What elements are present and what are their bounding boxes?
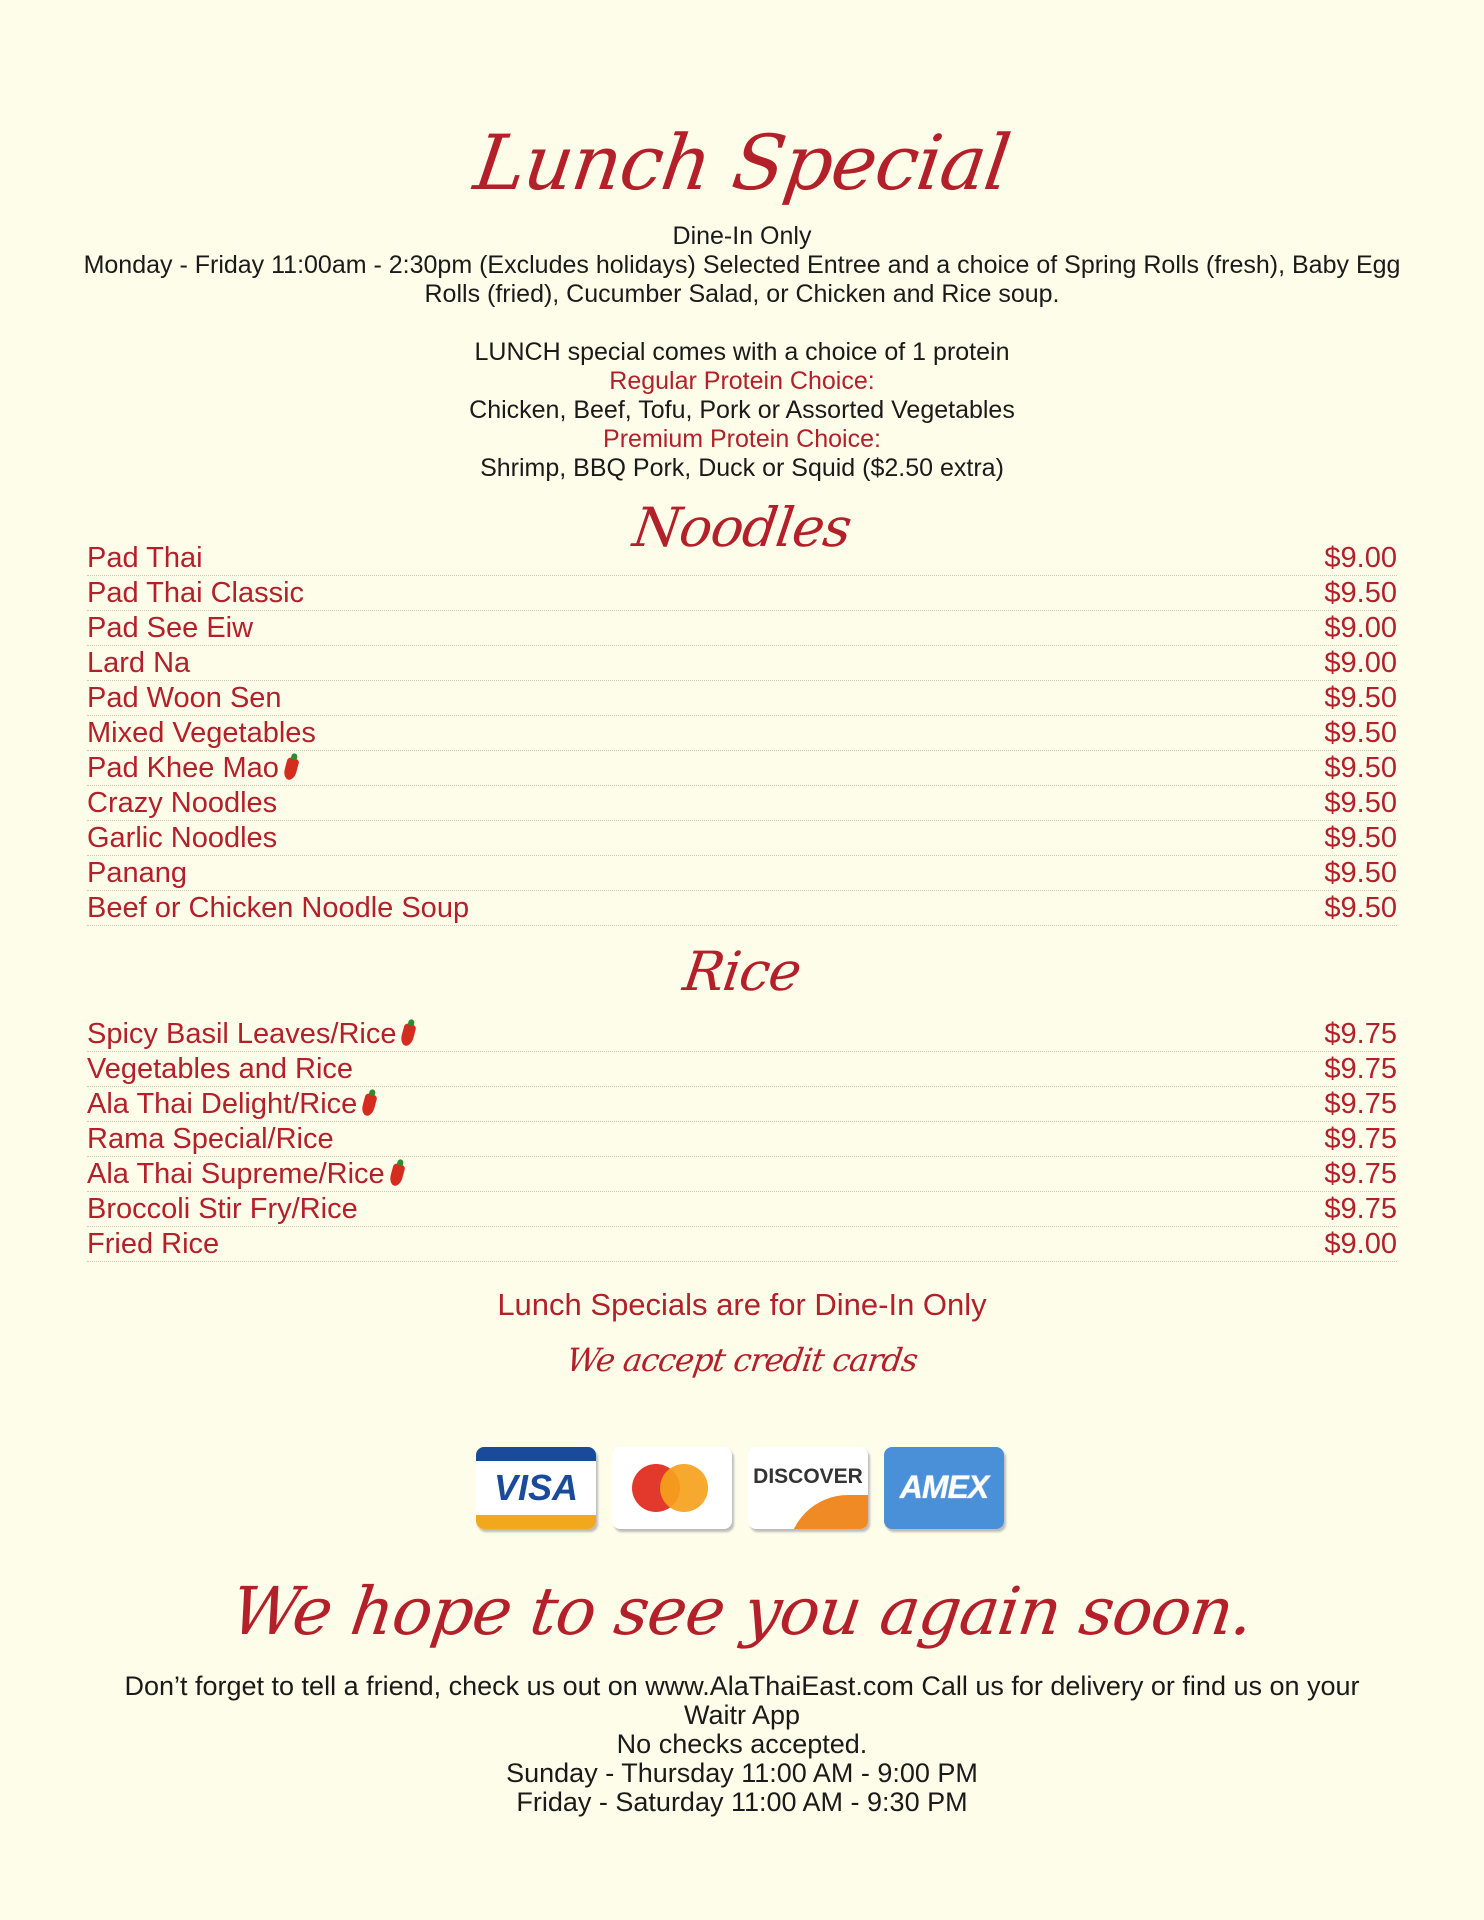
menu-item-name-text: Panang [87,857,187,889]
menu-item-name [87,716,320,750]
menu-item-row [87,856,1397,891]
amex-label: AMEX [899,1469,989,1505]
discover-label: DISCOVER [753,1465,863,1488]
menu-item-name [87,891,473,925]
hours-fri-sat: Friday - Saturday 11:00 AM - 9:30 PM [516,1787,968,1817]
menu-item-price: $9.75 [1320,1017,1397,1051]
menu-item-price: $9.50 [1320,576,1397,610]
menu-item-name-text: Pad Khee Mao [87,752,279,784]
regular-protein-label: Regular Protein Choice: [609,367,875,395]
menu-item-row [87,1157,1397,1192]
menu-item-name-text: Mixed Vegetables [87,717,316,749]
menu-item-name-text: Crazy Noodles [87,787,278,819]
menu-item-row [87,1122,1397,1157]
menu-item-price: $9.00 [1320,646,1397,680]
menu-item-price: $9.50 [1320,681,1397,715]
credit-cards-note: We accept credit cards [564,1341,920,1379]
menu-item-name-text: Ala Thai Delight/Rice [87,1088,358,1120]
protein-intro: LUNCH special comes with a choice of 1 protein [474,338,1010,366]
footer-info [0,1672,1484,1817]
menu-item-name [87,1192,362,1226]
spacer [0,309,1484,338]
amex-logo [884,1447,1004,1529]
noodles-heading: Noodles [629,496,855,559]
intro-block [0,222,1484,483]
menu-item-price: $9.50 [1320,821,1397,855]
premium-protein-options: Shrimp, BBQ Pork, Duck or Squid ($2.50 extra) [480,454,1004,482]
visa-label: VISA [493,1467,579,1508]
credit-card-logos [476,1447,1008,1533]
menu-item-row [87,541,1397,576]
regular-protein-options: Chicken, Beef, Tofu, Pork or Assorted Vegetables [469,396,1015,424]
noodles-list [87,541,1397,926]
rice-heading: Rice [679,940,805,1003]
hours-sun-thu: Sunday - Thursday 11:00 AM - 9:00 PM [506,1758,978,1788]
menu-item-price: $9.00 [1320,1227,1397,1261]
menu-item-row [87,1087,1397,1122]
menu-item-name [87,786,281,820]
menu-item-name [87,821,281,855]
menu-item-row [87,576,1397,611]
menu-item-price: $9.75 [1320,1087,1397,1121]
menu-item-row [87,1017,1397,1052]
menu-item-name [87,611,257,645]
menu-item-name [87,646,194,680]
menu-item-name [87,751,301,785]
menu-item-name [87,1157,407,1191]
dine-in-note: Lunch Specials are for Dine-In Only [497,1287,987,1322]
menu-item-price: $9.50 [1320,856,1397,890]
chili-pepper-icon [388,1163,405,1187]
menu-item-price: $9.50 [1320,891,1397,925]
premium-protein-label: Premium Protein Choice: [603,425,881,453]
menu-item-name-text: Vegetables and Rice [87,1053,354,1085]
menu-item-row [87,611,1397,646]
menu-item-name-text: Garlic Noodles [87,822,278,854]
menu-item-name [87,1227,223,1261]
page-title: Lunch Special [469,118,1015,207]
chili-pepper-icon [400,1023,417,1047]
menu-item-row [87,821,1397,856]
menu-item-name-text: Spicy Basil Leaves/Rice [87,1018,397,1050]
rice-list [87,1017,1397,1262]
tell-friend-text: Don’t forget to tell a friend, check us out on www.AlaThaiEast.com Call us for delivery or find us on your Waitr App [124,1671,1360,1730]
menu-item-name-text: Ala Thai Supreme/Rice [87,1158,385,1190]
menu-item-price: $9.75 [1320,1122,1397,1156]
visa-logo [476,1447,596,1529]
discover-logo [748,1447,868,1529]
menu-item-row [87,1227,1397,1262]
menu-item-row [87,716,1397,751]
farewell-message: We hope to see you again soon. [226,1573,1258,1650]
menu-item-price: $9.75 [1320,1052,1397,1086]
menu-item-name [87,1052,357,1086]
menu-item-name [87,1017,418,1051]
menu-item-name [87,681,286,715]
menu-item-name-text: Broccoli Stir Fry/Rice [87,1193,358,1225]
mastercard-logo [612,1447,732,1529]
menu-item-row [87,1052,1397,1087]
menu-item-row [87,751,1397,786]
menu-item-name-text: Pad See Eiw [87,612,254,644]
menu-item-name [87,576,308,610]
menu-item-price: $9.75 [1320,1192,1397,1226]
menu-item-name [87,1122,338,1156]
menu-item-price: $9.00 [1320,541,1397,575]
menu-item-name-text: Pad Woon Sen [87,682,282,714]
menu-item-price: $9.50 [1320,751,1397,785]
menu-item-name-text: Fried Rice [87,1228,220,1260]
menu-item-name [87,541,207,575]
menu-item-price: $9.50 [1320,716,1397,750]
dine-in-label: Dine-In Only [672,222,812,250]
menu-item-row [87,891,1397,926]
menu-item-name-text: Pad Thai Classic [87,577,305,609]
menu-item-name-text: Beef or Chicken Noodle Soup [87,892,470,924]
chili-pepper-icon [282,757,299,781]
menu-item-name-text: Rama Special/Rice [87,1123,334,1155]
menu-item-price: $9.50 [1320,786,1397,820]
menu-item-row [87,681,1397,716]
menu-item-name [87,856,191,890]
menu-item-price: $9.75 [1320,1157,1397,1191]
menu-item-row [87,646,1397,681]
menu-item-name-text: Pad Thai [87,542,203,574]
lunch-description: Monday - Friday 11:00am - 2:30pm (Excludes holidays) Selected Entree and a choice of Spring Rolls (fresh), Baby Egg Rolls (fried), Cucumber Salad, or Chicken and Rice soup. [83,251,1401,308]
menu-item-price: $9.00 [1320,611,1397,645]
menu-item-name-text: Lard Na [87,647,191,679]
no-checks-text: No checks accepted. [616,1729,868,1759]
chili-pepper-icon [361,1093,378,1117]
menu-item-row [87,1192,1397,1227]
menu-item-row [87,786,1397,821]
menu-item-name [87,1087,379,1121]
